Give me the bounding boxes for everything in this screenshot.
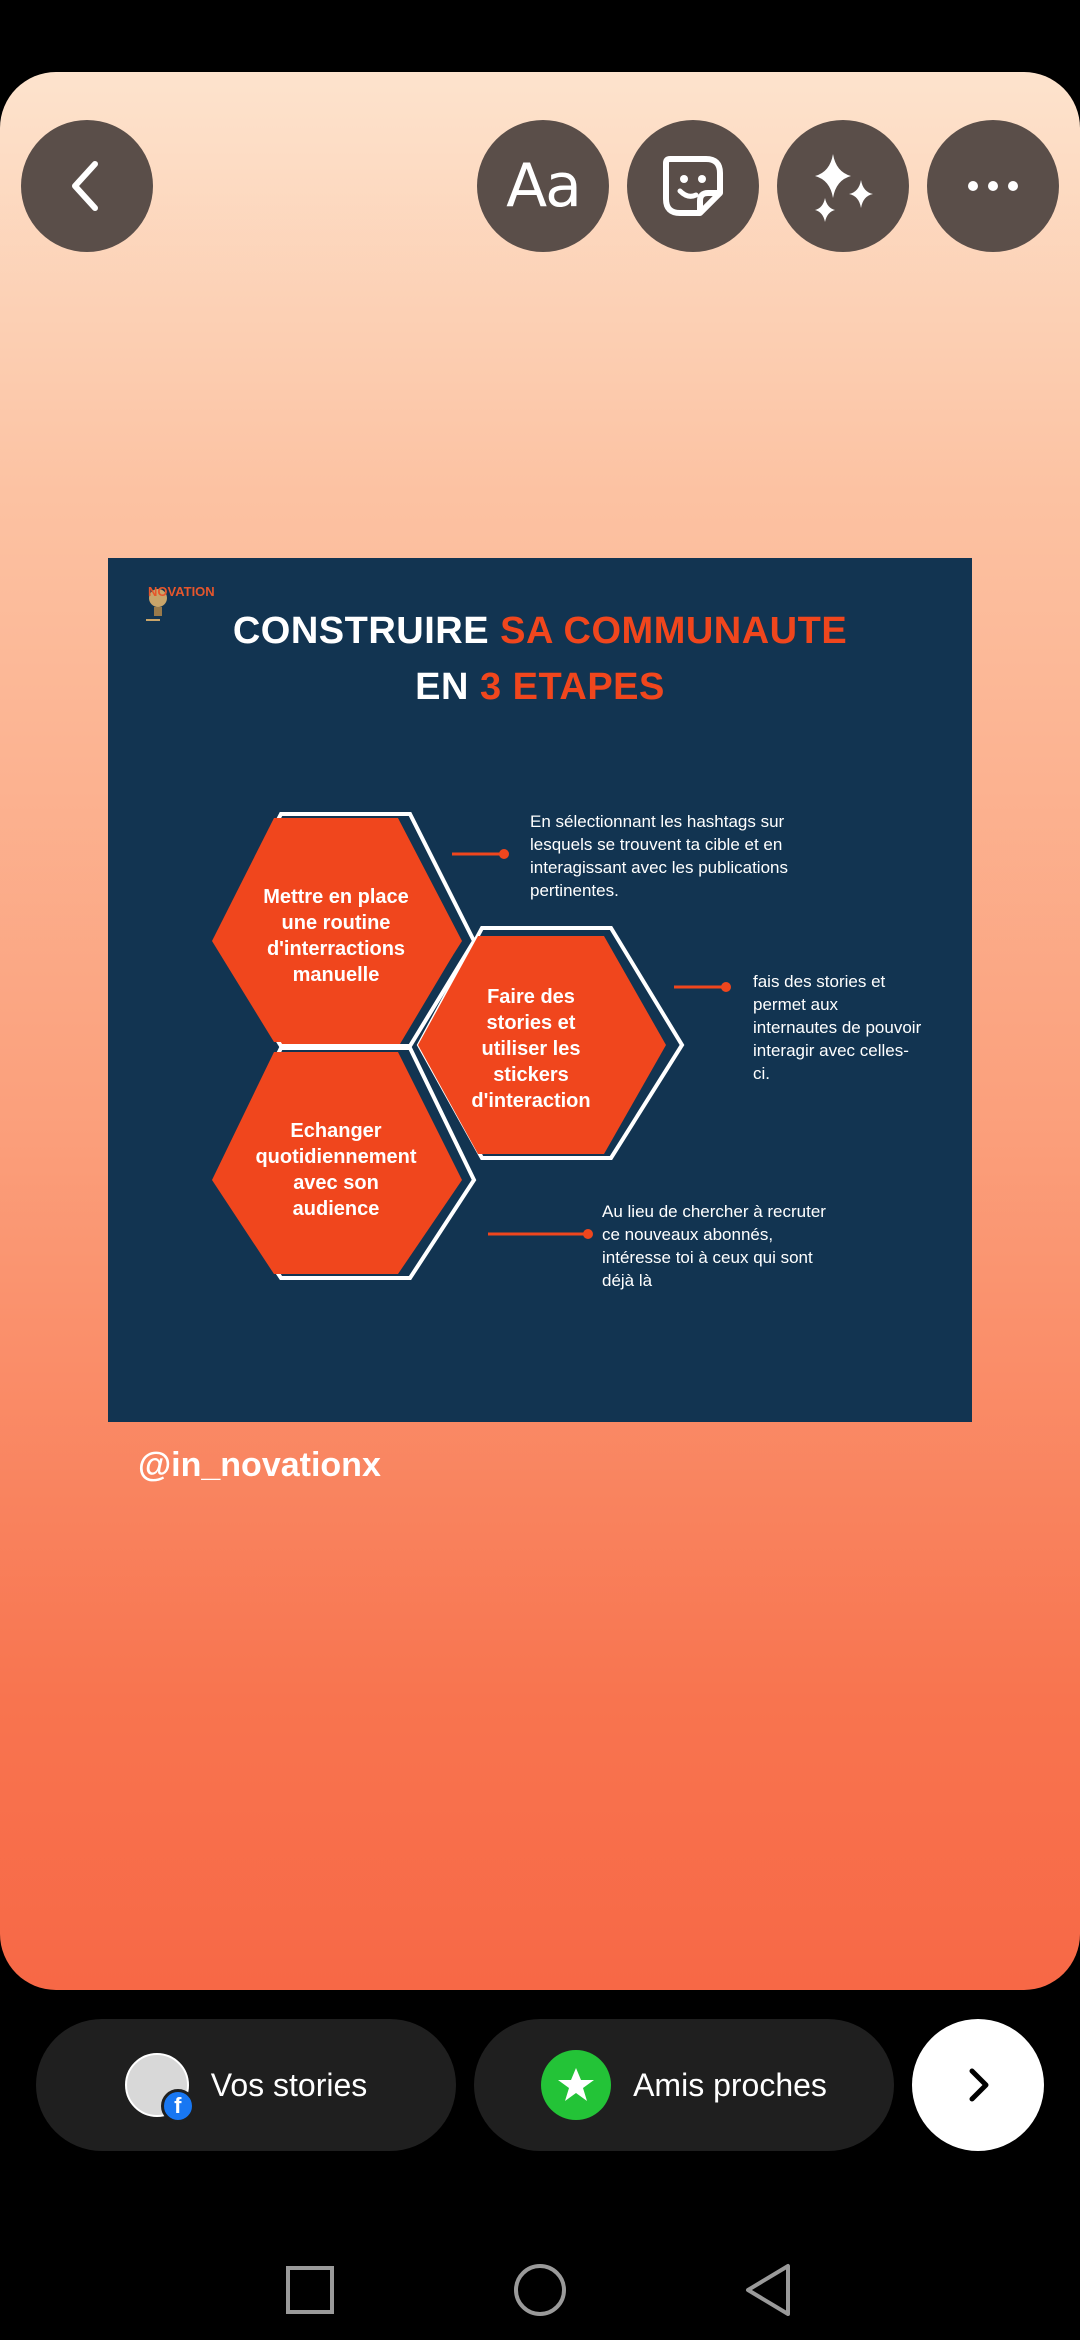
chevron-left-icon [57,156,117,216]
step-2-description: fais des stories et permet aux internautes de pouvoir interagir avec celles-ci. [753,972,922,1083]
chevron-right-icon [958,2065,998,2105]
sparkles-icon [803,146,883,226]
next-button[interactable] [912,2019,1044,2151]
triangle-back-icon[interactable] [740,2260,800,2320]
close-friends-label: Amis proches [633,2066,827,2103]
post-title-line-2: EN 3 ETAPES [415,666,665,708]
step-1-description: En sélectionnant les hashtags sur lesquels se trouvent ta cible et en interagissant avec les publications pertinentes. [530,812,788,900]
step-3-label: Echanger quotidiennement avec son audience [255,1120,417,1220]
sticker-button[interactable] [627,120,759,252]
close-friends-button[interactable] [474,2019,894,2151]
system-nav-bar [0,2220,1080,2340]
square-icon[interactable] [280,2260,340,2320]
sticker-icon [658,151,728,221]
step-1-label: Mettre en place une routine d'interractions manuelle [263,886,409,986]
back-button[interactable] [21,120,153,252]
step-3-description: Au lieu de chercher à recruter ce nouveaux abonnés, intéresse toi à ceux qui sont déjà là [602,1202,826,1290]
your-story-label: Vos stories [210,2066,368,2103]
avatar [125,2053,189,2117]
more-options-button[interactable] [927,120,1059,252]
facebook-icon: f [161,2089,195,2123]
post-image[interactable] [108,558,972,1422]
post-title-line-1: CONSTRUIRE SA COMMUNAUTE [232,610,848,652]
star-icon [541,2050,611,2120]
effects-button[interactable] [777,120,909,252]
text-tool-button[interactable] [477,120,609,252]
step-2-label: Faire des stories et utiliser les stickers d'interaction [471,986,591,1112]
logo-text: NOVATION [148,584,215,599]
username-handle[interactable]: @in_novationx [138,1446,381,1484]
your-story-button[interactable] [36,2019,456,2151]
story-canvas [0,72,1080,1990]
circle-icon[interactable] [510,2260,570,2320]
text-icon: Aa [506,151,580,221]
more-icon [963,176,1023,196]
